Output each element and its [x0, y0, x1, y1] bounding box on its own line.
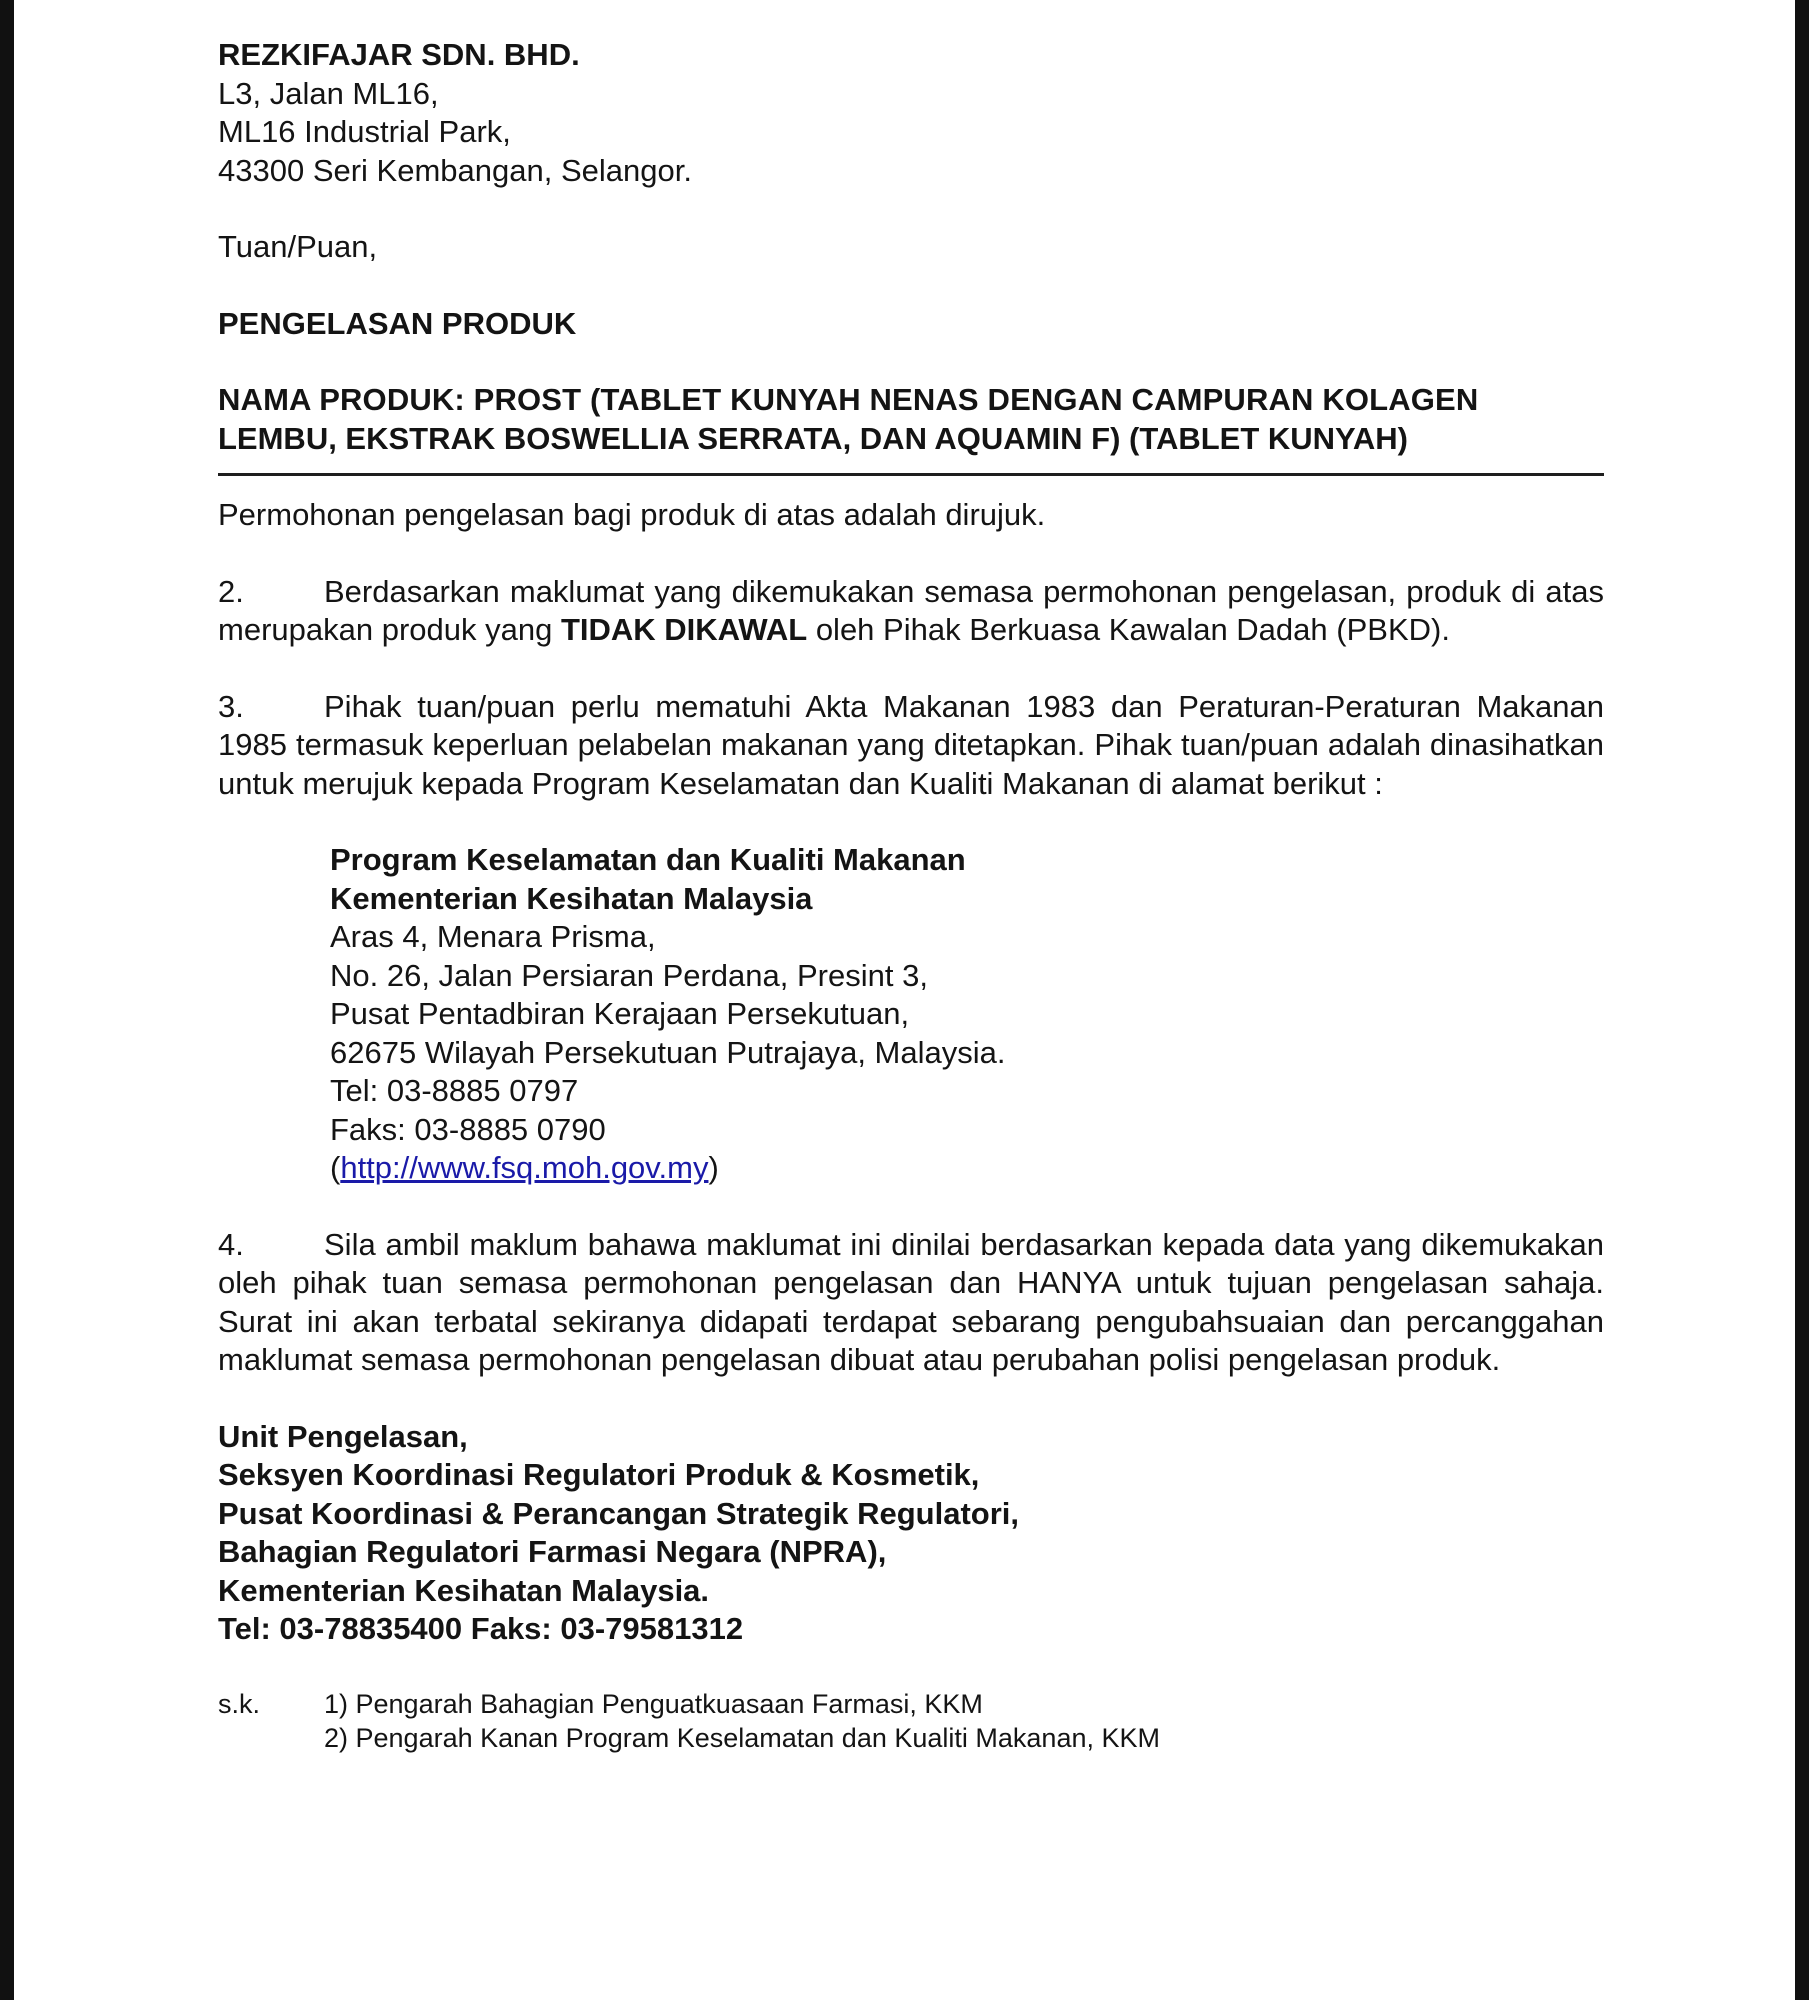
- sender-line: Seksyen Koordinasi Regulatori Produk & Kosmetik,: [218, 1457, 980, 1492]
- paragraph-4: [218, 1226, 1604, 1380]
- recipient-address-line: ML16 Industrial Park,: [218, 114, 511, 149]
- recipient-address-line: L3, Jalan ML16,: [218, 75, 439, 111]
- paragraph-3: [218, 688, 1604, 804]
- product-name-line: NAMA PRODUK: PROST (TABLET KUNYAH NENAS DENGAN CAMPURAN KOLAGEN: [218, 382, 1479, 417]
- fsq-website-link[interactable]: http://www.fsq.moh.gov.my: [340, 1150, 709, 1185]
- product-name-line: LEMBU, EKSTRAK BOSWELLIA SERRATA, DAN AQUAMIN F) (TABLET KUNYAH): [218, 420, 1408, 456]
- paren-close: ): [708, 1150, 719, 1185]
- cc-item: 1) Pengarah Bahagian Penguatkuasaan Farmasi, KKM: [324, 1688, 983, 1719]
- letter-body: [218, 36, 1604, 1755]
- sender-line: Kementerian Kesihatan Malaysia.: [218, 1572, 710, 1608]
- cc-item: 2) Pengarah Kanan Program Keselamatan dan Kualiti Makanan, KKM: [324, 1722, 1160, 1753]
- paragraph-4-text: Sila ambil maklum bahawa maklumat ini dinilai berdasarkan kepada data yang dikemukakan oleh pihak tuan semasa permohonan pengelasan dan HANYA untuk tujuan pengelasan sahaja. Surat ini akan terbatal sekiranya didapati terdapat sebarang pengubahsuaian dan percanggahan maklumat semasa permohonan pengelasan dibuat atau perubahan polisi pengelasan produk.: [218, 1226, 1604, 1377]
- sender-line: Pusat Koordinasi & Perancangan Strategik Regulatori,: [218, 1495, 1020, 1531]
- paragraph-number: 2.: [218, 573, 244, 609]
- recipient-block: [218, 36, 1604, 190]
- fsq-org-name: Program Keselamatan dan Kualiti Makanan: [330, 842, 966, 877]
- sender-line: Bahagian Regulatori Farmasi Negara (NPRA),: [218, 1534, 887, 1569]
- paragraph-3-text: Pihak tuan/puan perlu mematuhi Akta Makanan 1983 dan Peraturan-Peraturan Makanan 1985 termasuk keperluan pelabelan makanan yang ditetapkan. Pihak tuan/puan adalah dinasihatkan untuk merujuk kepada Program Keselamatan dan Kualiti Makanan di alamat berikut :: [218, 688, 1604, 801]
- heading-divider: [218, 473, 1604, 476]
- fsq-fax: Faks: 03-8885 0790: [330, 1111, 606, 1147]
- product-name-heading: [218, 381, 1604, 458]
- recipient-address-line: 43300 Seri Kembangan, Selangor.: [218, 152, 692, 188]
- paragraph-number: 4.: [218, 1226, 244, 1262]
- sender-line: Unit Pengelasan,: [218, 1418, 468, 1454]
- fsq-address-line: No. 26, Jalan Persiaran Perdana, Presint 3,: [330, 957, 928, 993]
- fsq-ministry-name: Kementerian Kesihatan Malaysia: [330, 880, 813, 916]
- paren-open: (: [330, 1150, 341, 1185]
- paragraph-2: [218, 573, 1604, 650]
- fsq-website: [330, 1149, 1604, 1188]
- paragraph-2-text: Berdasarkan maklumat yang dikemukakan semasa permohonan pengelasan, produk di atas merupakan produk yang: [218, 573, 1604, 647]
- fsq-phone: Tel: 03-8885 0797: [330, 1073, 579, 1108]
- cc-block: [218, 1687, 1604, 1755]
- fsq-address-line: Aras 4, Menara Prisma,: [330, 919, 656, 954]
- paragraph-2-text-end: oleh Pihak Berkuasa Kawalan Dadah (PBKD).: [807, 612, 1450, 647]
- letter-page: [14, 0, 1795, 2000]
- cc-list: [324, 1687, 1160, 1755]
- sender-contact: Tel: 03-78835400 Faks: 03-79581312: [218, 1611, 744, 1646]
- fsq-address-line: 62675 Wilayah Persekutuan Putrajaya, Malaysia.: [330, 1034, 1006, 1070]
- status-emphasis: TIDAK DIKAWAL: [560, 612, 808, 647]
- sender-block: [218, 1418, 1604, 1649]
- fsq-address-block: [330, 841, 1604, 1188]
- recipient-company: REZKIFAJAR SDN. BHD.: [218, 37, 580, 72]
- salutation: Tuan/Puan,: [218, 229, 378, 264]
- subject-heading: PENGELASAN PRODUK: [218, 305, 577, 341]
- cc-label: s.k.: [218, 1688, 261, 1719]
- fsq-address-line: Pusat Pentadbiran Kerajaan Persekutuan,: [330, 996, 910, 1031]
- paragraph-number: 3.: [218, 688, 244, 724]
- paragraph-1: Permohonan pengelasan bagi produk di atas adalah dirujuk.: [218, 497, 1046, 532]
